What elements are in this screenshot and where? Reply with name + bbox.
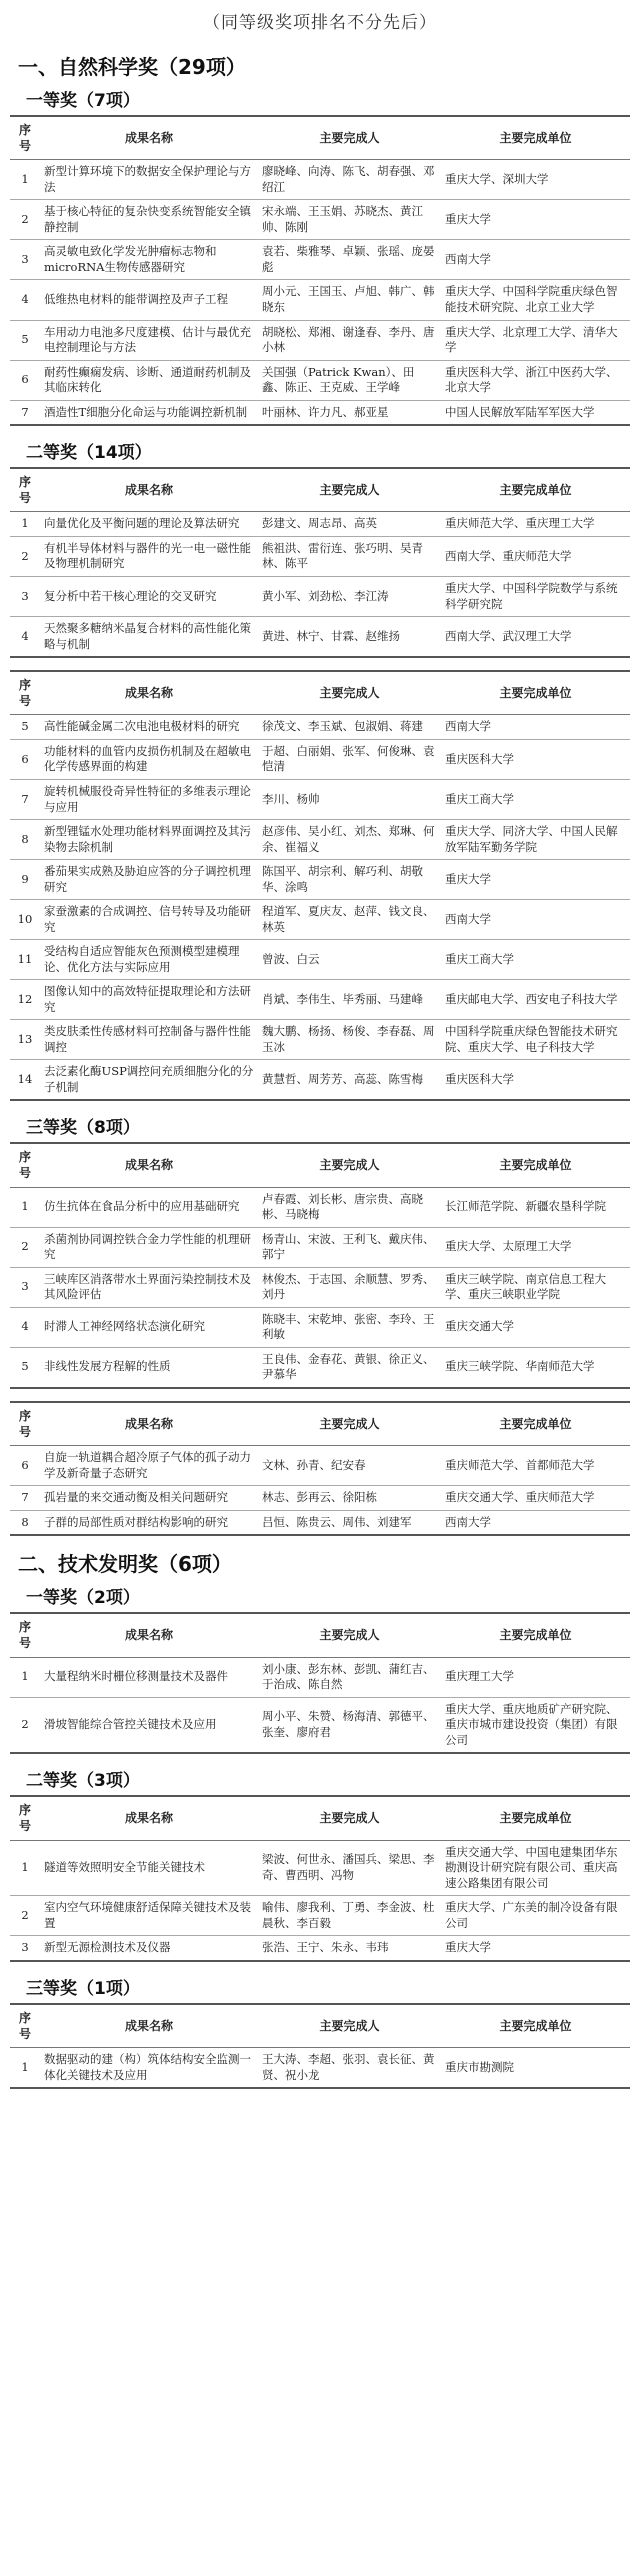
header-row	[10, 116, 630, 160]
cell-no: 14	[10, 1060, 40, 1101]
cell-achievement-name: 三峡库区消落带水土界面污染控制技术及其风险评估	[40, 1267, 258, 1307]
cell-no: 7	[10, 1486, 40, 1511]
table-row	[10, 400, 630, 425]
cell-main-units: 重庆师范大学、重庆理工大学	[441, 512, 630, 537]
column-header-no: 序号	[10, 671, 40, 715]
cell-achievement-name: 耐药性癫痫发病、诊断、通道耐药机制及其临床转化	[40, 360, 258, 400]
column-header-people: 主要完成人	[258, 468, 441, 512]
column-header-people: 主要完成人	[258, 116, 441, 160]
cell-achievement-name: 天然聚多糖纳米晶复合材料的高性能化策略与机制	[40, 617, 258, 658]
cell-achievement-name: 酒造性T细胞分化命运与功能调控新机制	[40, 400, 258, 425]
cell-no: 2	[10, 1896, 40, 1936]
header-row	[10, 1143, 630, 1187]
cell-no: 13	[10, 1020, 40, 1060]
table-row	[10, 1187, 630, 1227]
table-row	[10, 2048, 630, 2089]
column-header-units: 主要完成单位	[441, 1402, 630, 1446]
cell-achievement-name: 杀菌剂协同调控铁合金力学性能的机理研究	[40, 1227, 258, 1267]
table-row	[10, 200, 630, 240]
column-header-name: 成果名称	[40, 468, 258, 512]
table-row	[10, 1446, 630, 1486]
header-row	[10, 1613, 630, 1657]
column-header-units: 主要完成单位	[441, 116, 630, 160]
table-row	[10, 160, 630, 200]
table-row	[10, 1697, 630, 1753]
cell-main-units: 西南大学	[441, 900, 630, 940]
table-row	[10, 1896, 630, 1936]
cell-no: 4	[10, 1307, 40, 1347]
column-header-name: 成果名称	[40, 2004, 258, 2048]
table-row	[10, 1486, 630, 1511]
award-table	[10, 1142, 630, 1389]
table-row	[10, 1307, 630, 1347]
cell-main-units: 重庆大学	[441, 1936, 630, 1961]
cell-main-contributors: 喻伟、廖我利、丁勇、李金波、杜晨秋、李百毅	[258, 1896, 441, 1936]
cell-no: 8	[10, 1510, 40, 1535]
table-row	[10, 320, 630, 360]
cell-main-contributors: 吕恒、陈贵云、周伟、刘建军	[258, 1510, 441, 1535]
cell-main-contributors: 黄进、林宁、甘霖、赵维扬	[258, 617, 441, 658]
cell-achievement-name: 基于核心特征的复杂快变系统智能安全镇静控制	[40, 200, 258, 240]
cell-no: 3	[10, 240, 40, 280]
cell-main-units: 中国人民解放军陆军军医大学	[441, 400, 630, 425]
cell-achievement-name: 旋转机械服役奇异性特征的多维表示理论与应用	[40, 779, 258, 819]
cell-achievement-name: 图像认知中的高效特征提取理论和方法研究	[40, 980, 258, 1020]
column-header-people: 主要完成人	[258, 1613, 441, 1657]
cell-no: 2	[10, 1697, 40, 1753]
cell-main-contributors: 卢春霞、刘长彬、唐宗贵、高晓彬、马晓梅	[258, 1187, 441, 1227]
cell-main-contributors: 廖晓峰、向涛、陈飞、胡春强、邓绍江	[258, 160, 441, 200]
table-row	[10, 1936, 630, 1961]
cell-main-contributors: 林俊杰、于志国、余顺慧、罗秀、刘丹	[258, 1267, 441, 1307]
column-header-units: 主要完成单位	[441, 671, 630, 715]
cell-achievement-name: 新型锂锰水处理功能材料界面调控及其污染物去除机制	[40, 820, 258, 860]
cell-main-units: 重庆大学、同济大学、中国人民解放军陆军勤务学院	[441, 820, 630, 860]
cell-no: 11	[10, 940, 40, 980]
cell-achievement-name: 孤岩量的来交通动衡及相关问题研究	[40, 1486, 258, 1511]
cell-main-contributors: 陈国平、胡宗利、解巧利、胡敬华、涂鸣	[258, 860, 441, 900]
header-row	[10, 1402, 630, 1446]
table-row	[10, 1020, 630, 1060]
cell-no: 8	[10, 820, 40, 860]
award-table	[10, 670, 630, 1101]
cell-no: 2	[10, 536, 40, 576]
column-header-units: 主要完成单位	[441, 1143, 630, 1187]
cell-no: 6	[10, 360, 40, 400]
table-row	[10, 779, 630, 819]
cell-achievement-name: 受结构自适应智能灰色预测模型建模理论、优化方法与实际应用	[40, 940, 258, 980]
cell-main-contributors: 林志、彭再云、徐阳栋	[258, 1486, 441, 1511]
cell-main-units: 重庆三峡学院、南京信息工程大学、重庆三峡职业学院	[441, 1267, 630, 1307]
cell-main-contributors: 胡晓松、郑湘、谢逢春、李丹、唐小林	[258, 320, 441, 360]
column-header-units: 主要完成单位	[441, 1613, 630, 1657]
cell-achievement-name: 非线性发展方程解的性质	[40, 1347, 258, 1388]
cell-main-units: 西南大学	[441, 1510, 630, 1535]
cell-achievement-name: 番茄果实成熟及胁迫应答的分子调控机理研究	[40, 860, 258, 900]
award-table	[10, 467, 630, 658]
award-table	[10, 115, 630, 426]
awards-content	[0, 51, 640, 2089]
award-table	[10, 1795, 630, 1961]
level-title: 二等奖（14项）	[26, 443, 152, 464]
column-header-name: 成果名称	[40, 1143, 258, 1187]
cell-main-contributors: 周小元、王国玉、卢旭、韩广、韩晓东	[258, 280, 441, 320]
column-header-name: 成果名称	[40, 1613, 258, 1657]
table-row	[10, 739, 630, 779]
column-header-people: 主要完成人	[258, 2004, 441, 2048]
cell-main-contributors: 程道军、夏庆友、赵萍、钱文良、林英	[258, 900, 441, 940]
cell-no: 9	[10, 860, 40, 900]
cell-main-contributors: 魏大鹏、杨扬、杨俊、李春磊、周玉冰	[258, 1020, 441, 1060]
cell-no: 4	[10, 617, 40, 658]
cell-main-units: 重庆工商大学	[441, 779, 630, 819]
cell-achievement-name: 高灵敏电致化学发光肿瘤标志物和microRNA生物传感器研究	[40, 240, 258, 280]
cell-main-units: 重庆大学、深圳大学	[441, 160, 630, 200]
cell-main-contributors: 王良伟、金春花、黄银、徐正义、尹慕华	[258, 1347, 441, 1388]
cell-main-units: 重庆医科大学	[441, 1060, 630, 1101]
cell-main-units: 重庆大学、重庆地质矿产研究院、重庆市城市建设投资（集团）有限公司	[441, 1697, 630, 1753]
cell-main-contributors: 张浩、王宁、朱永、韦玮	[258, 1936, 441, 1961]
cell-achievement-name: 新型无源检测技术及仪器	[40, 1936, 258, 1961]
cell-no: 1	[10, 1657, 40, 1697]
cell-main-contributors: 李川、杨帅	[258, 779, 441, 819]
cell-no: 5	[10, 715, 40, 740]
award-table	[10, 1401, 630, 1536]
cell-no: 4	[10, 280, 40, 320]
cell-main-units: 重庆大学、广东美的制冷设备有限公司	[441, 1896, 630, 1936]
cell-main-contributors: 王大涛、李超、张羽、袁长征、黄贤、祝小龙	[258, 2048, 441, 2089]
cell-main-units: 重庆大学、太原理工大学	[441, 1227, 630, 1267]
cell-main-units: 西南大学、重庆师范大学	[441, 536, 630, 576]
cell-achievement-name: 室内空气环境健康舒适保障关键技术及装置	[40, 1896, 258, 1936]
table-row	[10, 1060, 630, 1101]
column-header-units: 主要完成单位	[441, 1796, 630, 1840]
level-title: 三等奖（1项）	[26, 1978, 140, 1999]
cell-main-contributors: 文林、孙青、纪安春	[258, 1446, 441, 1486]
cell-achievement-name: 家蚕激素的合成调控、信号转导及功能研究	[40, 900, 258, 940]
cell-main-units: 重庆大学	[441, 860, 630, 900]
cell-achievement-name: 类皮肤柔性传感材料可控制备与器件性能调控	[40, 1020, 258, 1060]
column-header-people: 主要完成人	[258, 671, 441, 715]
cell-main-contributors: 肖斌、李伟生、毕秀丽、马建峰	[258, 980, 441, 1020]
cell-no: 1	[10, 2048, 40, 2089]
ranking-note: （同等级奖项排名不分先后）	[203, 13, 437, 33]
cell-no: 1	[10, 1187, 40, 1227]
cell-main-units: 重庆大学、中国科学院数学与系统科学研究院	[441, 577, 630, 617]
level-title: 一等奖（2项）	[26, 1588, 140, 1609]
cell-no: 1	[10, 160, 40, 200]
cell-no: 3	[10, 1936, 40, 1961]
cell-main-units: 西南大学	[441, 240, 630, 280]
cell-main-units: 重庆市勘测院	[441, 2048, 630, 2089]
table-row	[10, 360, 630, 400]
table-row	[10, 280, 630, 320]
table-row	[10, 900, 630, 940]
award-table	[10, 2003, 630, 2089]
cell-no: 5	[10, 1347, 40, 1388]
section-title: 二、技术发明奖（6项）	[18, 1552, 232, 1577]
cell-no: 7	[10, 779, 40, 819]
table-row	[10, 715, 630, 740]
header-row	[10, 2004, 630, 2048]
cell-achievement-name: 滑坡智能综合管控关键技术及应用	[40, 1697, 258, 1753]
column-header-no: 序号	[10, 1613, 40, 1657]
table-row	[10, 1657, 630, 1697]
column-header-name: 成果名称	[40, 671, 258, 715]
column-header-people: 主要完成人	[258, 1796, 441, 1840]
cell-achievement-name: 数据驱动的建（构）筑体结构安全监测一体化关键技术及应用	[40, 2048, 258, 2089]
cell-achievement-name: 功能材料的血管内皮损伤机制及在超敏电化学传感界面的构建	[40, 739, 258, 779]
cell-main-units: 重庆交通大学	[441, 1307, 630, 1347]
cell-no: 5	[10, 320, 40, 360]
column-header-name: 成果名称	[40, 116, 258, 160]
level-title: 二等奖（3项）	[26, 1771, 140, 1792]
cell-main-units: 长江师范学院、新疆农垦科学院	[441, 1187, 630, 1227]
cell-main-contributors: 黄小军、刘劲松、李江涛	[258, 577, 441, 617]
cell-main-units: 重庆交通大学、重庆师范大学	[441, 1486, 630, 1511]
cell-main-contributors: 宋永端、王玉娟、苏晓杰、黄江帅、陈刚	[258, 200, 441, 240]
cell-main-contributors: 赵彦伟、吴小红、刘杰、郑琳、何余、崔福义	[258, 820, 441, 860]
cell-main-units: 重庆交通大学、中国电建集团华东勘测设计研究院有限公司、重庆高速公路集团有限公司	[441, 1840, 630, 1896]
cell-main-units: 重庆大学、中国科学院重庆绿色智能技术研究院、北京工业大学	[441, 280, 630, 320]
header-row	[10, 468, 630, 512]
cell-no: 6	[10, 739, 40, 779]
cell-achievement-name: 大量程纳米时栅位移测量技术及器件	[40, 1657, 258, 1697]
level-title: 三等奖（8项）	[26, 1118, 140, 1139]
cell-main-contributors: 关国强（Patrick Kwan）、田鑫、陈正、王克威、王学峰	[258, 360, 441, 400]
column-header-no: 序号	[10, 1796, 40, 1840]
column-header-no: 序号	[10, 1402, 40, 1446]
cell-main-contributors: 曾波、白云	[258, 940, 441, 980]
cell-achievement-name: 车用动力电池多尺度建模、估计与最优充电控制理论与方法	[40, 320, 258, 360]
table-row	[10, 240, 630, 280]
column-header-no: 序号	[10, 116, 40, 160]
cell-main-contributors: 梁波、何世永、潘国兵、梁思、李奇、曹西明、冯物	[258, 1840, 441, 1896]
table-row	[10, 940, 630, 980]
header-row	[10, 671, 630, 715]
cell-main-units: 西南大学、武汉理工大学	[441, 617, 630, 658]
cell-achievement-name: 自旋一轨道耦合超冷原子气体的孤子动力学及新奇量子态研究	[40, 1446, 258, 1486]
cell-main-contributors: 徐茂文、李玉斌、包淑娟、蒋建	[258, 715, 441, 740]
section-title: 一、自然科学奖（29项）	[18, 55, 246, 79]
table-row	[10, 1510, 630, 1535]
cell-no: 1	[10, 512, 40, 537]
table-row	[10, 820, 630, 860]
cell-achievement-name: 时滞人工神经网络状态演化研究	[40, 1307, 258, 1347]
cell-no: 3	[10, 577, 40, 617]
cell-main-contributors: 陈晓丰、宋乾坤、张密、李玲、王利敏	[258, 1307, 441, 1347]
column-header-no: 序号	[10, 468, 40, 512]
cell-main-units: 重庆大学、北京理工大学、清华大学	[441, 320, 630, 360]
table-row	[10, 1227, 630, 1267]
cell-achievement-name: 有机半导体材料与器件的光一电一磁性能及物理机制研究	[40, 536, 258, 576]
cell-main-units: 重庆邮电大学、西安电子科技大学	[441, 980, 630, 1020]
cell-no: 1	[10, 1840, 40, 1896]
cell-main-units: 重庆理工大学	[441, 1657, 630, 1697]
cell-no: 3	[10, 1267, 40, 1307]
table-row	[10, 1840, 630, 1896]
cell-main-units: 重庆工商大学	[441, 940, 630, 980]
column-header-no: 序号	[10, 1143, 40, 1187]
table-row	[10, 980, 630, 1020]
cell-achievement-name: 复分析中若干核心理论的交叉研究	[40, 577, 258, 617]
column-header-people: 主要完成人	[258, 1402, 441, 1446]
cell-achievement-name: 新型计算环境下的数据安全保护理论与方法	[40, 160, 258, 200]
award-table	[10, 1612, 630, 1754]
cell-achievement-name: 去泛素化酶USP调控问充质细胞分化的分子机制	[40, 1060, 258, 1101]
cell-main-units: 西南大学	[441, 715, 630, 740]
cell-main-contributors: 彭建文、周志昂、高英	[258, 512, 441, 537]
level-title: 一等奖（7项）	[26, 91, 140, 111]
cell-no: 6	[10, 1446, 40, 1486]
cell-no: 12	[10, 980, 40, 1020]
table-row	[10, 617, 630, 658]
table-row	[10, 577, 630, 617]
cell-main-units: 重庆大学	[441, 200, 630, 240]
cell-main-contributors: 杨青山、宋波、王利飞、戴庆伟、郭宁	[258, 1227, 441, 1267]
cell-main-contributors: 叶丽林、许力凡、郝亚星	[258, 400, 441, 425]
cell-no: 2	[10, 200, 40, 240]
table-row	[10, 1267, 630, 1307]
header-row	[10, 1796, 630, 1840]
cell-no: 2	[10, 1227, 40, 1267]
cell-main-units: 重庆医科大学、浙江中医药大学、北京大学	[441, 360, 630, 400]
cell-main-units: 重庆师范大学、首都师范大学	[441, 1446, 630, 1486]
cell-no: 10	[10, 900, 40, 940]
cell-achievement-name: 低维热电材料的能带调控及声子工程	[40, 280, 258, 320]
cell-main-contributors: 黄慧哲、周芳芳、高蕊、陈雪梅	[258, 1060, 441, 1101]
cell-main-units: 重庆三峡学院、华南师范大学	[441, 1347, 630, 1388]
cell-achievement-name: 向量优化及平衡问题的理论及算法研究	[40, 512, 258, 537]
column-header-units: 主要完成单位	[441, 468, 630, 512]
column-header-people: 主要完成人	[258, 1143, 441, 1187]
cell-main-contributors: 周小平、朱赞、杨海清、郭德平、张奎、廖府君	[258, 1697, 441, 1753]
column-header-no: 序号	[10, 2004, 40, 2048]
cell-achievement-name: 子群的局部性质对群结构影响的研究	[40, 1510, 258, 1535]
table-row	[10, 512, 630, 537]
cell-main-contributors: 刘小康、彭东林、彭凯、蒲红吉、于治成、陈自然	[258, 1657, 441, 1697]
column-header-name: 成果名称	[40, 1402, 258, 1446]
column-header-units: 主要完成单位	[441, 2004, 630, 2048]
cell-main-contributors: 于超、白丽娟、张军、何俊琳、袁恺清	[258, 739, 441, 779]
table-row	[10, 860, 630, 900]
column-header-name: 成果名称	[40, 1796, 258, 1840]
cell-achievement-name: 仿生抗体在食品分析中的应用基础研究	[40, 1187, 258, 1227]
cell-no: 7	[10, 400, 40, 425]
cell-achievement-name: 高性能碱金属二次电池电极材料的研究	[40, 715, 258, 740]
cell-main-contributors: 熊祖洪、雷衍连、张巧明、吴青林、陈平	[258, 536, 441, 576]
table-row	[10, 536, 630, 576]
cell-achievement-name: 隧道等效照明安全节能关键技术	[40, 1840, 258, 1896]
cell-main-contributors: 袁若、柴雅琴、卓颖、张瑶、庞晏彪	[258, 240, 441, 280]
table-row	[10, 1347, 630, 1388]
cell-main-units: 重庆医科大学	[441, 739, 630, 779]
cell-main-units: 中国科学院重庆绿色智能技术研究院、重庆大学、电子科技大学	[441, 1020, 630, 1060]
